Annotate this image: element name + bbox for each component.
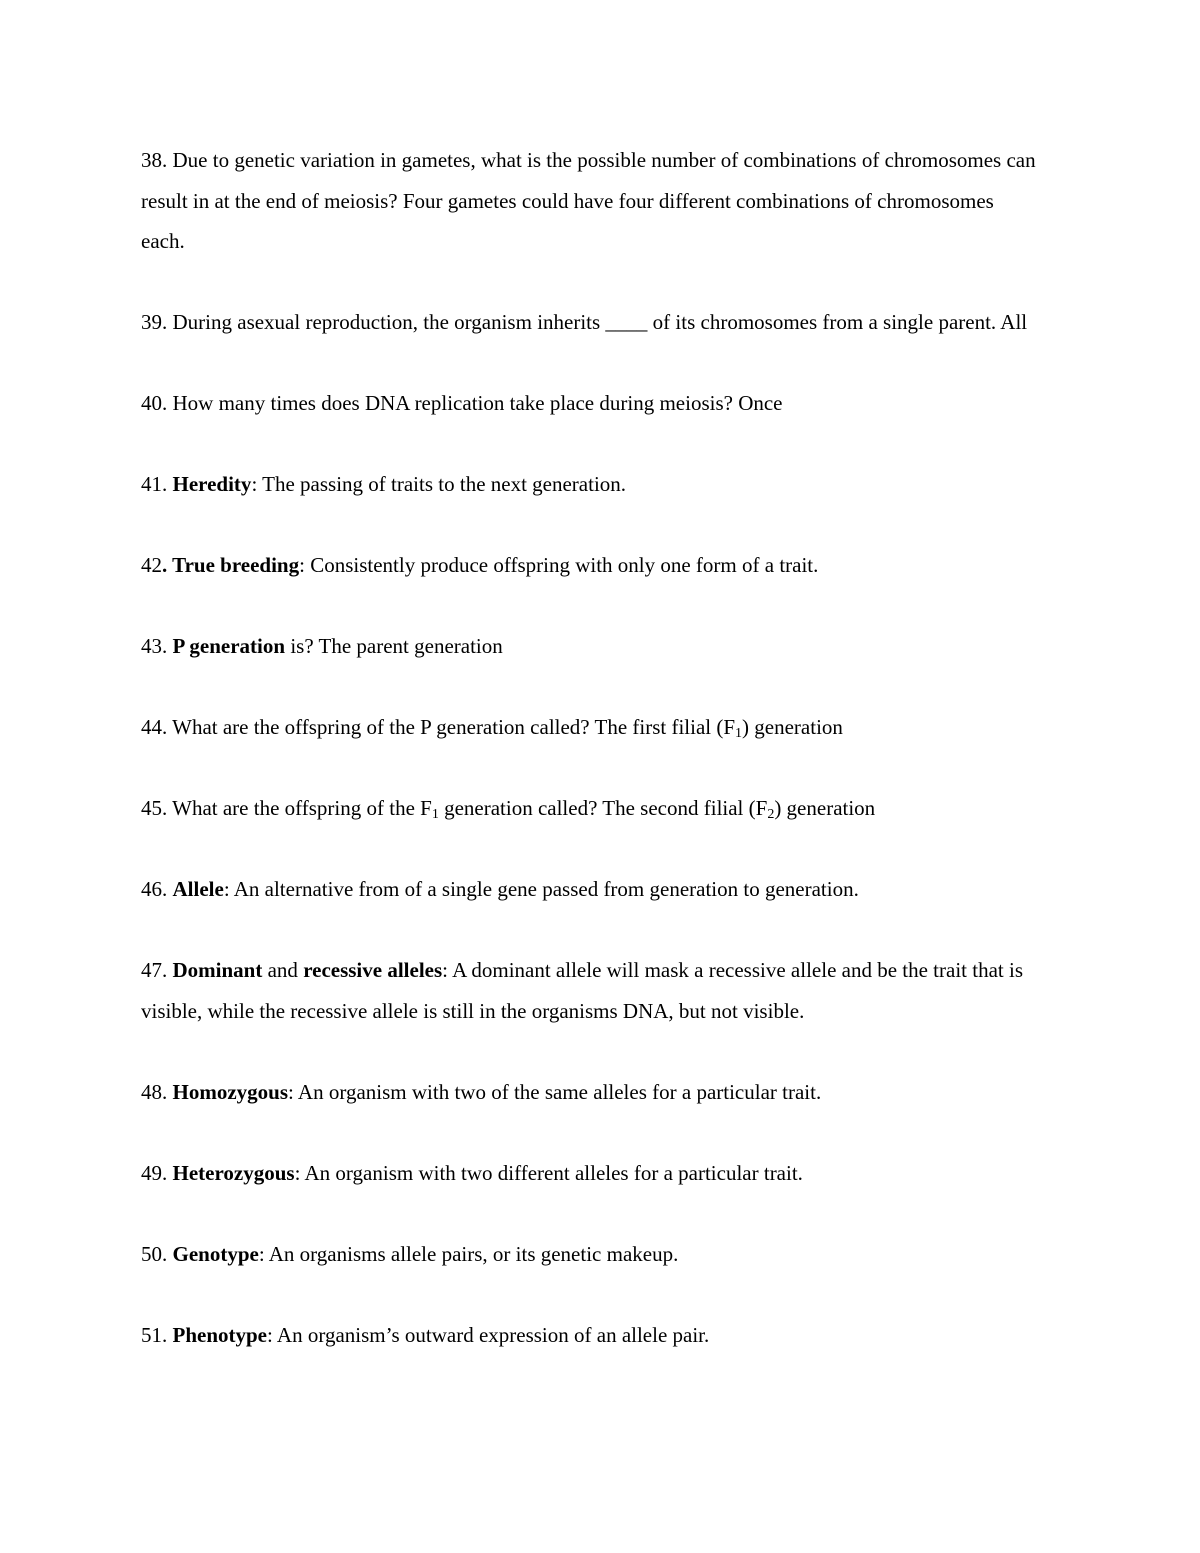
item-term: Genotype [172,1241,259,1266]
definition-51 [141,1315,1041,1356]
item-term: Allele [172,877,224,901]
item-definition: : A dominant allele will mask a recessive allele and be the trait that is visible, while the recessive allele is still in the organisms DNA, but not visible. [141,958,1023,1023]
item-text: ) generation [774,796,876,820]
item-definition: is? The parent generation [285,634,503,658]
item-number: 38. [141,148,168,172]
item-number: 46. [141,877,168,901]
definition-41 [141,464,1041,505]
item-term: P generation [172,634,286,658]
item-term: Heredity [172,472,252,496]
question-40 [141,383,1041,424]
item-number: 42 [141,553,162,577]
item-number: 51. [141,1322,168,1347]
definition-42 [141,545,1041,586]
definition-49 [141,1153,1041,1194]
item-number: 49. [141,1160,168,1185]
question-45 [141,788,1041,829]
item-definition: : An organism with two of the same alleles for a particular trait. [288,1079,822,1104]
item-text: How many times does DNA replication take place during meiosis? Once [172,391,783,415]
item-text: During asexual reproduction, the organism inherits ____ of its chromosomes from a single parent. All [172,310,1028,334]
item-number: 43. [141,634,168,658]
item-term-2: recessive alleles [303,958,443,982]
subscript: 1 [431,807,439,822]
item-number: 45. [141,796,168,820]
subscript: 2 [767,807,775,822]
item-number: 50. [141,1241,168,1266]
study-guide-list [141,140,1041,1396]
item-definition: : An organism’s outward expression of an allele pair. [267,1322,710,1347]
item-definition: : The passing of traits to the next generation. [251,472,627,496]
item-number: 39. [141,310,168,334]
question-44 [141,707,1041,748]
item-number: 40. [141,391,168,415]
item-term: Phenotype [172,1322,267,1347]
item-definition: : Consistently produce offspring with only one form of a trait. [299,553,819,577]
question-38 [141,140,1041,262]
item-definition: : An organisms allele pairs, or its genetic makeup. [258,1241,679,1266]
definition-46 [141,869,1041,910]
subscript: 1 [735,726,743,741]
definition-43 [141,626,1041,667]
item-text: generation called? The second filial (F [438,796,768,820]
item-number: 41. [141,472,168,496]
item-number: 44. [141,715,168,739]
item-text: What are the offspring of the P generation called? The first filial (F [172,715,736,739]
definition-48 [141,1072,1041,1113]
item-term: Dominant [172,958,263,982]
item-term: Homozygous [172,1079,288,1104]
item-connector: and [262,958,304,982]
definition-47 [141,950,1041,1031]
item-text: Due to genetic variation in gametes, what is the possible number of combinations of chromosomes can result in at the end of meiosis? Four gametes could have four different combinations of chromosomes each. [141,148,1036,253]
item-definition: : An organism with two different alleles for a particular trait. [294,1160,803,1185]
item-text: ) generation [742,715,843,739]
definition-50 [141,1234,1041,1275]
item-term: Heterozygous [172,1160,295,1185]
item-term: . True breeding [162,553,300,577]
item-text: What are the offspring of the F [172,796,432,820]
item-definition: : An alternative from of a single gene passed from generation to generation. [223,877,859,901]
item-number: 47. [141,958,168,982]
question-39 [141,302,1041,343]
item-number: 48. [141,1079,168,1104]
